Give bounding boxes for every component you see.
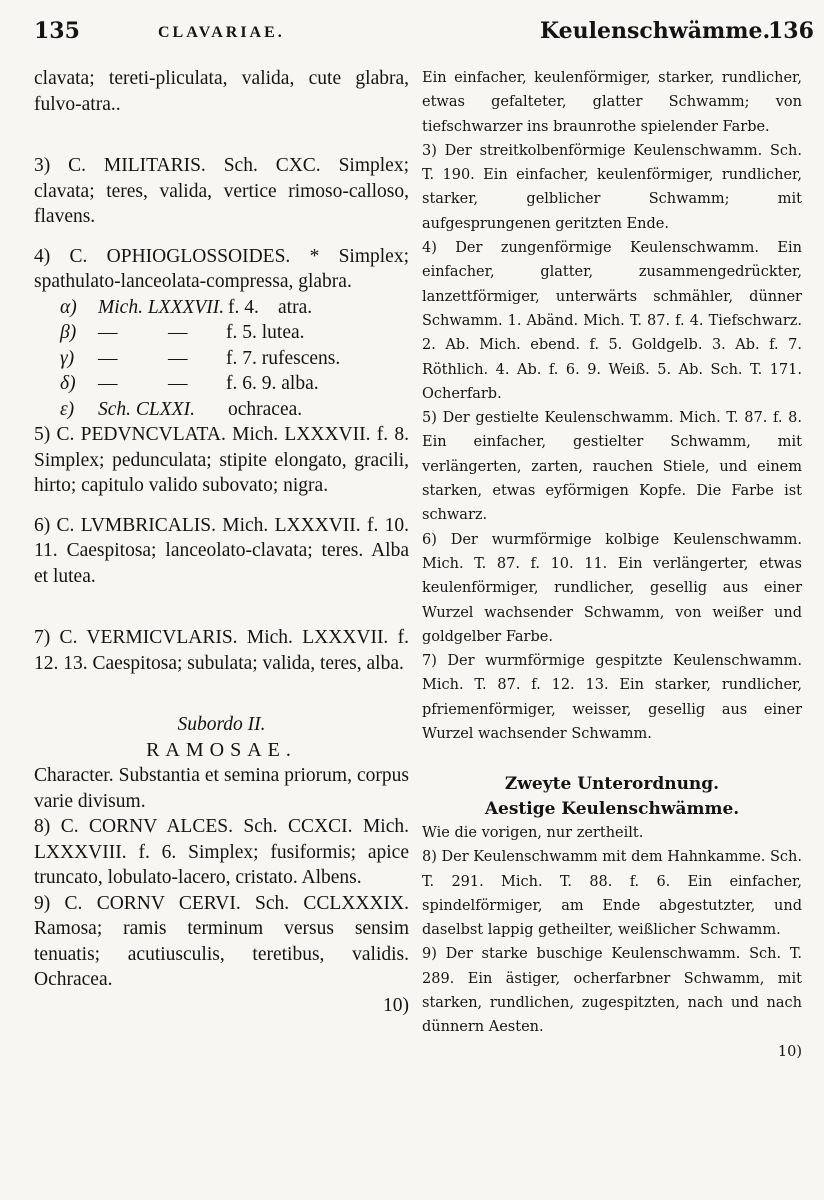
entry-c-ophioglossoides: 4) C. OPHIOGLOSSOIDES. * Simplex; spathulato-lanceolata-compressa, glabra. <box>34 245 409 292</box>
ramosae-heading: RAMOSAE. <box>146 738 297 761</box>
entry-c-militaris: 3) C. MILITARIS. Sch. CXC. Simplex; clavata; teres, valida, vertice rimoso-calloso, flavens. <box>34 155 409 227</box>
right-catchword: 10) <box>777 1043 802 1060</box>
right-column <box>422 66 802 1064</box>
second-suborder-heading: Zweyte Unterordnung. <box>504 774 720 795</box>
right-folio: 136 <box>768 18 814 44</box>
entry-wurmfoermig-kolbig: 6) Der wurmförmige kolbige Keulenschwamm. Mich. T. 87. f. 10. 11. Ein verlängerter, etwas keulenförmiger, rundlicher, gesellig aus einer Wurzel wachsender Schwamm, von weißer und goldgelber Farbe. <box>422 531 802 645</box>
variety-list <box>34 295 409 423</box>
variety-row: γ) — — f. 7. rufescens. <box>60 347 341 369</box>
variety-row: β) — — f. 5. lutea. <box>60 322 305 343</box>
variety-row: α) Mich. LXXXVII. f. 4. atra. <box>60 296 313 318</box>
entry-zungenfoermig: 4) Der zungenförmige Keulenschwamm. Ein einfacher, glatter, zusammengedrückter, lanzettförmiger, unterwärts schmähler, dünner Schwamm. 1. Abänd. Mich. T. 87. f. 4. Tiefschwarz. 2. Ab. Mich. ebend. f. 5. Goldgelb. 3. Ab. f. 7. Röthlich. 4. Ab. f. 6. 9. Weiß. 5. Ab. Sch. T. 171. Ocherfarb. <box>422 240 802 402</box>
variety-row: δ) — — f. 6. 9. alba. <box>60 373 319 394</box>
left-running-title: CLAVARIAE. <box>158 24 285 41</box>
entry-wurmfoermig-gespitzt: 7) Der wurmförmige gespitzte Keulenschwamm. Mich. T. 87. f. 12. 13. Ein starker, rundlicher, pfriemenförmiger, weisser, gesellig aus einer Wurzel wachsender Schwamm. <box>422 653 802 743</box>
entry-c-vermicularis: 7) C. VERMICVLARIS. Mich. LXXXVII. f. 12. 13. Caespitosa; subulata; valida, teres, alba. <box>34 627 409 674</box>
entry-c-lumbricalis: 6) C. LVMBRICALIS. Mich. LXXXVII. f. 10. 11. Caespitosa; lanceolato-clavata; teres. Alba et lutea. <box>34 514 409 587</box>
entry-c-cornu-cervi: 9) C. CORNV CERVI. Sch. CCLXXXIX. Ramosa; ramis terminum versus sensim tenuatis; acutiusculis, teretibus, validis. Ochracea. <box>34 892 409 990</box>
variety-row: ε) Sch. CLXXI. ochracea. <box>60 398 303 420</box>
subordo-heading: Subordo II. <box>177 714 266 735</box>
character-paragraph: Character. Substantia et semina priorum, corpus varie divisum. <box>34 765 409 812</box>
left-folio: 135 <box>34 18 80 44</box>
branched-heading: Aestige Keulenschwämme. <box>484 798 740 819</box>
entry-gestielte: 5) Der gestielte Keulenschwamm. Mich. T. 87. f. 8. Ein einfacher, gestielter Schwamm, mit verlängerten, zarten, rauchen Stiele, und einem starken, etwas eyförmigen Kopfe. Die Farbe ist schwarz. <box>422 410 802 524</box>
intro-line: Wie die vorigen, nur zertheilt. <box>422 824 644 841</box>
left-continuation: clavata; tereti-pliculata, valida, cute glabra, fulvo-atra.. <box>34 68 409 115</box>
left-catchword: 10) <box>383 994 409 1016</box>
entry-buschig: 9) Der starke buschige Keulenschwamm. Sch. T. 289. Ein ästiger, ocherfarbner Schwamm, mit starken, rundlichen, zugespitzten, nach und nach dünnern Aesten. <box>422 946 802 1036</box>
right-continuation: Ein einfacher, keulenförmiger, starker, rundlicher, etwas gefalteter, glatter Schwamm; von tiefschwarzer ins braunrothe spielender Farbe. <box>422 70 802 135</box>
entry-c-cornu-alces: 8) C. CORNV ALCES. Sch. CCXCI. Mich. LXXXVIII. f. 6. Simplex; fusiformis; apice truncato, lobulato-lacero, cristato. Albens. <box>34 816 409 888</box>
right-running-title: Keulenschwämme. <box>540 18 771 44</box>
entry-hahnkamm: 8) Der Keulenschwamm mit dem Hahnkamme. Sch. T. 291. Mich. T. 88. f. 6. Ein einfacher, spindelförmiger, am Ende abgestutzter, und daselbst lappig getheilter, weißlicher Schwamm. <box>422 849 802 939</box>
entry-streitkolben: 3) Der streitkolbenförmige Keulenschwamm. Sch. T. 190. Ein einfacher, keulenförmiger, rundlicher, starker, gelblicher Schwamm; mit aufgesprungenen geritzten Ende. <box>422 142 802 232</box>
left-column <box>34 66 409 1018</box>
entry-c-pedunculata: 5) C. PEDVNCVLATA. Mich. LXXXVII. f. 8. Simplex; pedunculata; stipite elongato, gracili, hirto; capitulo valido subovato; nigra. <box>34 424 409 496</box>
